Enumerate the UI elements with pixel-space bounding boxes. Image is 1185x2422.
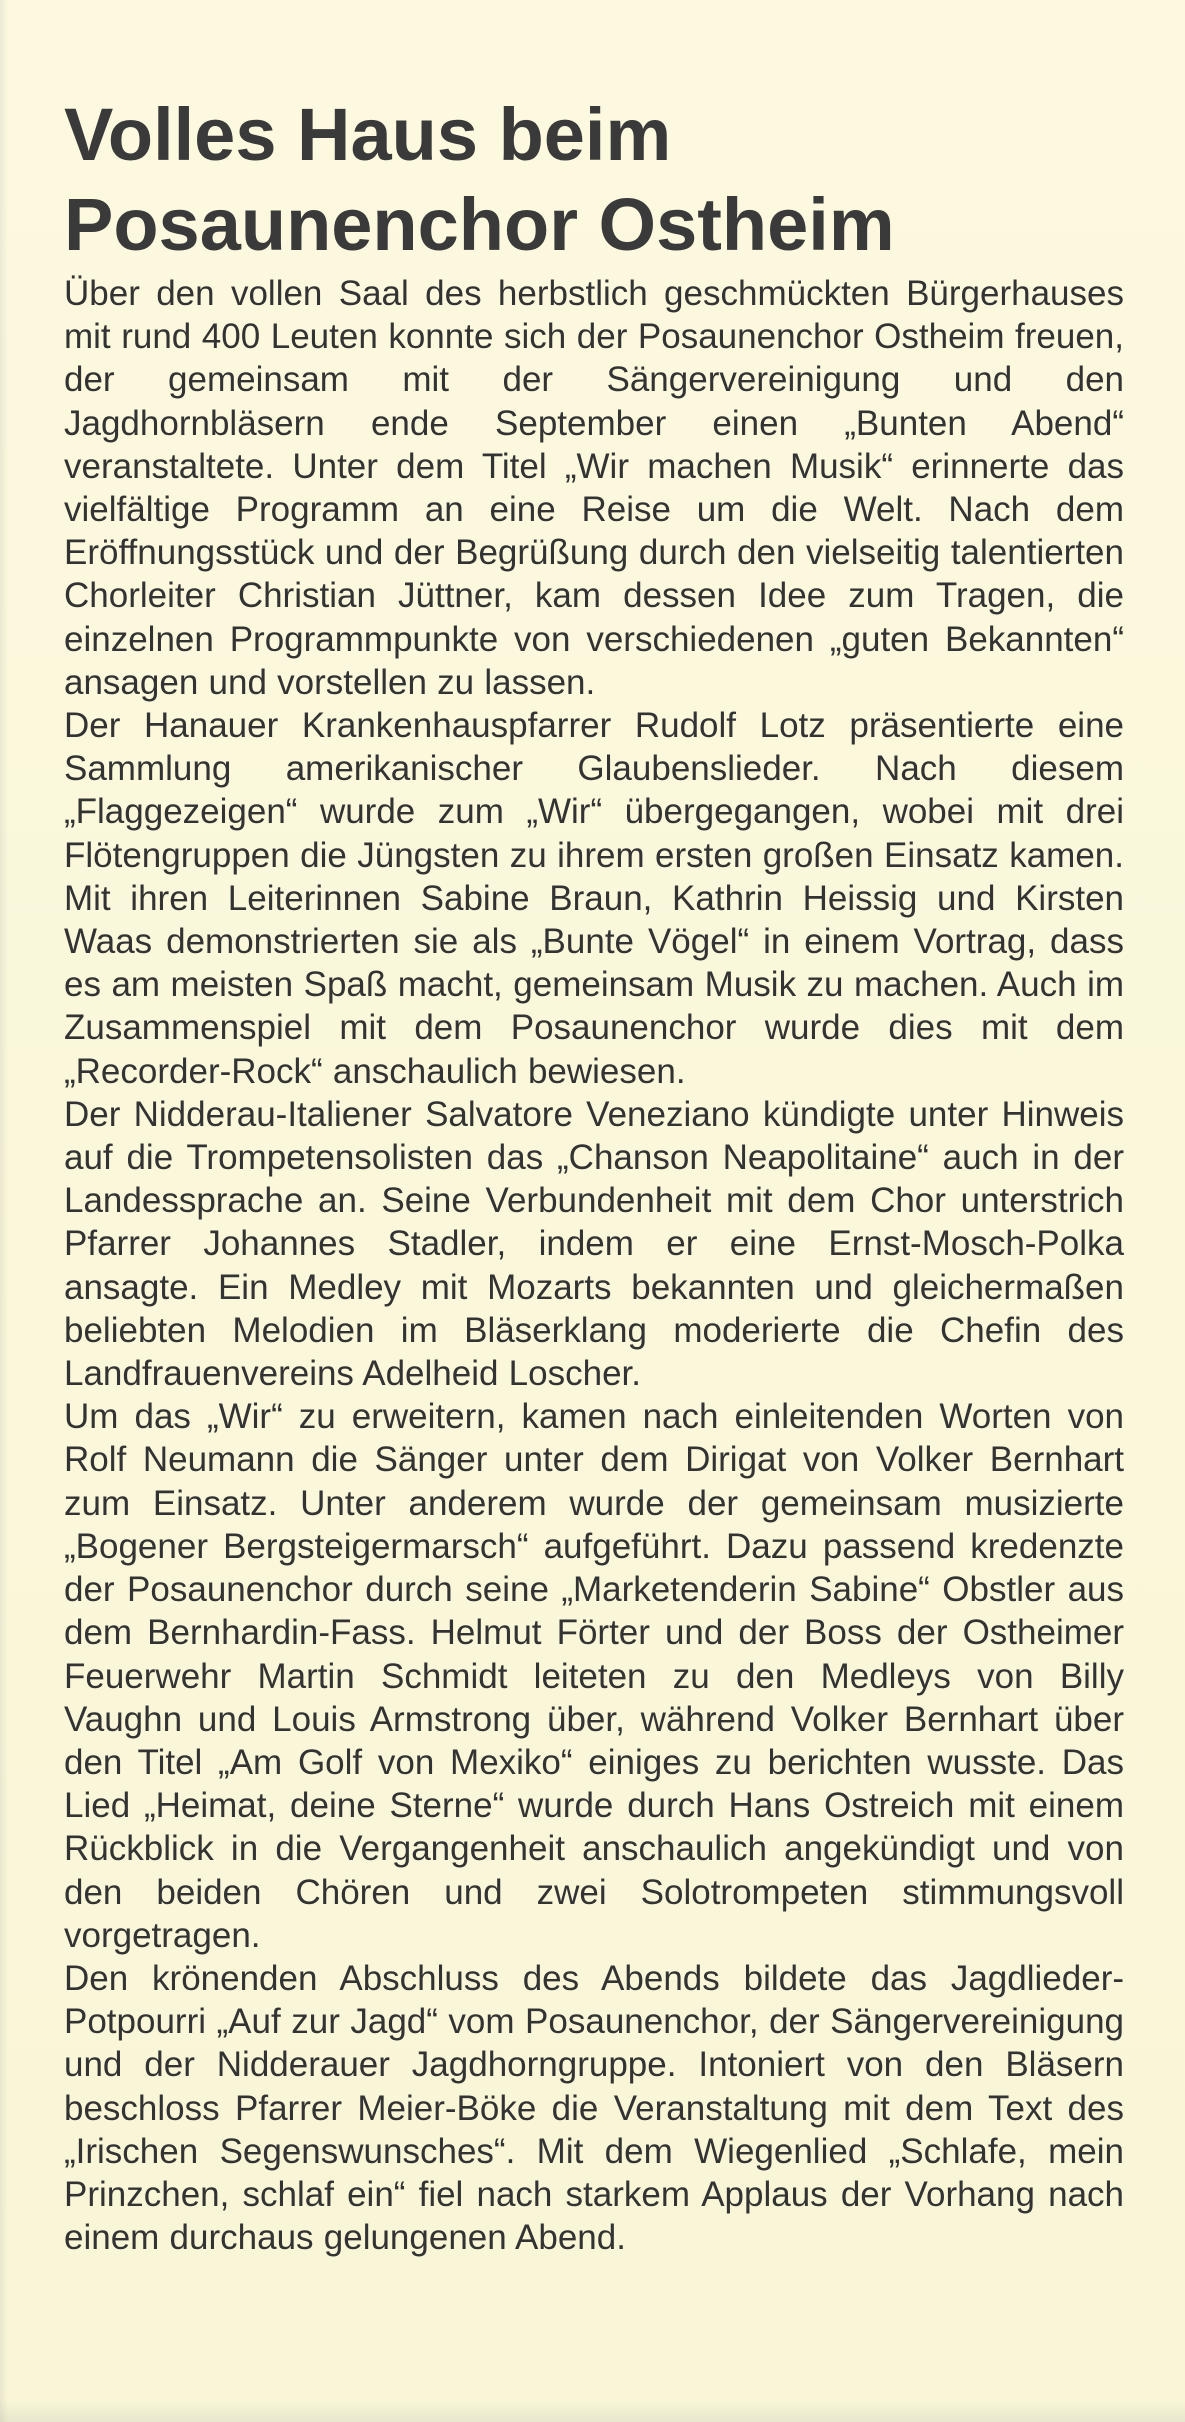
headline-line-2: Posaunenchor Ostheim bbox=[64, 183, 895, 266]
article-paragraph: Der Hanauer Krankenhauspfarrer Rudolf Lotz präsentierte eine Sammlung amerikanischer Glaubenslieder. Nach diesem „Flaggezeigen“ wurde zum „Wir“ übergegangen, wobei mit drei Flötengruppen die Jüngsten zu ihrem ersten großen Einsatz kamen. Mit ihren Leiterinnen Sabine Braun, Kathrin Heissig und Kirsten Waas demonstrierten sie als „Bunte Vögel“ in einem Vortrag, dass es am meisten Spaß macht, gemeinsam Musik zu machen. Auch im Zusammenspiel mit dem Posaunenchor wurde dies mit dem „Recorder-Rock“ anschaulich bewiesen. bbox=[64, 706, 1124, 1091]
article-paragraph: Um das „Wir“ zu erweitern, kamen nach einleitenden Worten von Rolf Neumann die Sänger unter dem Dirigat von Volker Bernhart zum Einsatz. Unter anderem wurde der gemeinsam musizierte „Bogener Bergsteigermarsch“ aufgeführt. Dazu passend kredenzte der Posaunenchor durch seine „Marketenderin Sabine“ Obstler aus dem Bernhardin-Fass. Helmut Förter und der Boss der Ostheimer Feuerwehr Martin Schmidt leiteten zu den Medleys von Billy Vaughn und Louis Armstrong über, während Volker Bernhart über den Titel „Am Golf von Mexiko“ einiges zu berichten wusste. Das Lied „Heimat, deine Sterne“ wurde durch Hans Ostreich mit einem Rückblick in die Vergangenheit anschaulich angekündigt und von den beiden Chören und zwei Solotrompeten stimmungsvoll vorgetragen. bbox=[64, 1397, 1124, 1955]
paper-edge-shadow bbox=[0, 0, 8, 2422]
headline-line-1: Volles Haus beim bbox=[64, 93, 672, 176]
article-body bbox=[64, 272, 1124, 2259]
article-paragraph: Über den vollen Saal des herbstlich geschmückten Bürgerhauses mit rund 400 Leuten konnte sich der Posaunenchor Ostheim freuen, der gemeinsam mit der Sängervereinigung und den Jagdhornbläsern ende September einen „Bunten Abend“ veranstaltete. Unter dem Titel „Wir machen Musik“ erinnerte das vielfältige Programm an eine Reise um die Welt. Nach dem Eröffnungsstück und der Begrüßung durch den vielseitig talentierten Chorleiter Christian Jüttner, kam dessen Idee zum Tragen, die einzelnen Programmpunkte von verschiedenen „guten Bekannten“ ansagen und vorstellen zu lassen. bbox=[64, 274, 1124, 702]
article-headline bbox=[64, 90, 1124, 270]
article-paragraph: Der Nidderau-Italiener Salvatore Veneziano kündigte unter Hinweis auf die Trompetensolisten das „Chanson Neapolitaine“ auch in der Landessprache an. Seine Verbundenheit mit dem Chor unterstrich Pfarrer Johannes Stadler, indem er eine Ernst-Mosch-Polka ansagte. Ein Medley mit Mozarts bekannten und gleichermaßen beliebten Melodien im Bläserklang moderierte die Chefin des Landfrauenvereins Adelheid Loscher. bbox=[64, 1094, 1124, 1394]
article-paragraph: Den krönenden Abschluss des Abends bildete das Jagdlieder-Potpourri „Auf zur Jagd“ vom Posaunenchor, der Sängervereinigung und der Nidderauer Jagdhorngruppe. Intoniert von den Bläsern beschloss Pfarrer Meier-Böke die Veranstaltung mit dem Text des „Irischen Segenswunsches“. Mit dem Wiegenlied „Schlafe, mein Prinzchen, schlaf ein“ fiel nach starkem Applaus der Vorhang nach einem durchaus gelungenen Abend. bbox=[64, 1958, 1124, 2258]
paper-bottom-edge bbox=[0, 2400, 1185, 2422]
